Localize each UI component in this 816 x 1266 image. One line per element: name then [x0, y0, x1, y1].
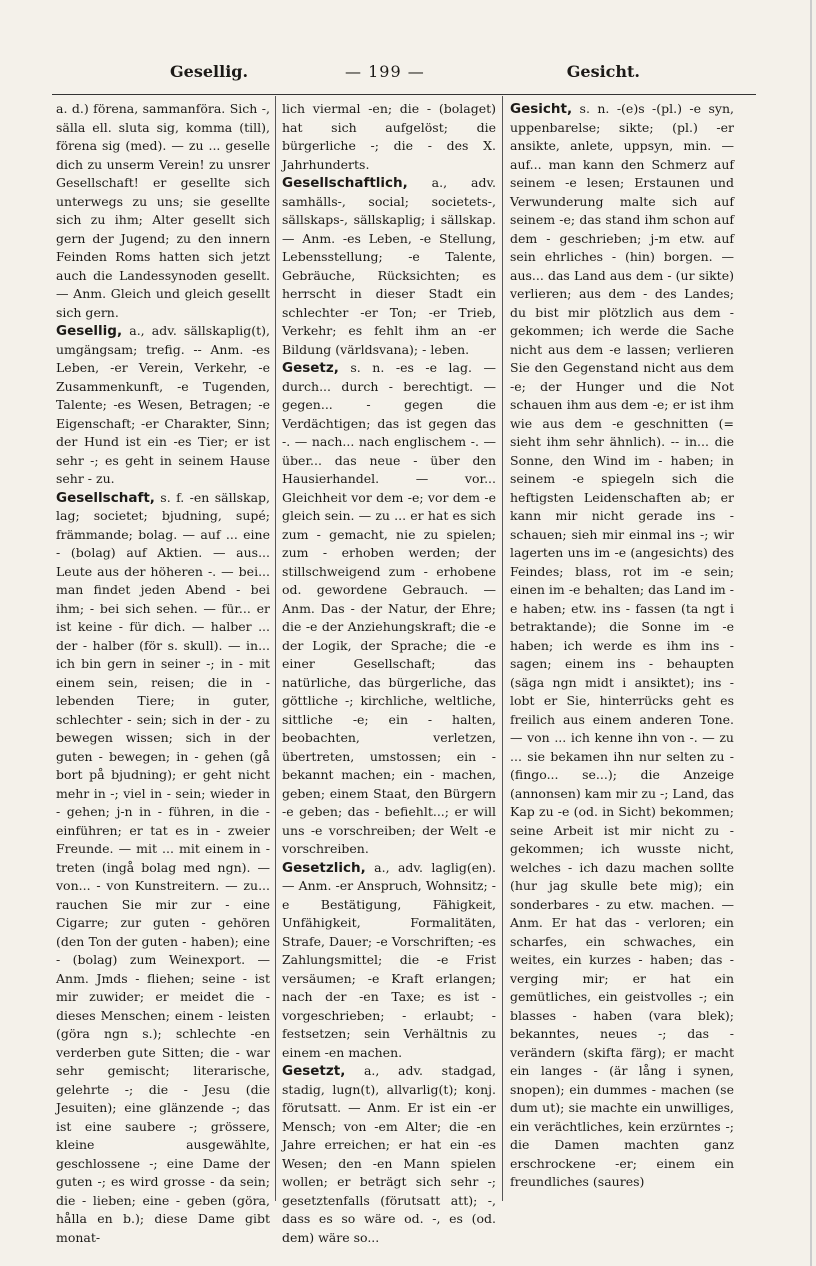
- header-right-guideword: Gesicht.: [566, 62, 640, 81]
- column-1: [56, 100, 270, 1247]
- entry-headword: Gesetzt,: [282, 1063, 346, 1079]
- entry-text: s. n. -(e)s -(pl.) -e syn, uppenbarelse; sikte; (pl.) -er ansikte, anlete, uppsyn, min. — auf... man kann den Schmerz auf seinem -e lesen; Erstaunen und Verwunderung malte sich auf seinem -e; das stand ihm schon auf dem - geschrieben; j-m etw. auf sein ehrliches - (hin) borgen. — aus... das Land aus dem - (ur sikte) verlieren; aus dem - des Landes; du bist mir plötzlich aus dem - gekommen; ich werde die Sache nicht aus dem -e lassen; verlieren Sie den Gegenstand nicht aus dem -e; der Hunger und die Not schauen ihm aus dem -e; er ist ihm wie aus dem -e geschnitten (= sieht ihm sehr ähnlich). -- in... die Sonne, den Wind im - haben; in seinem -e spiegeln sich die heftigsten Leidenschaften ab; er kann mir nicht gerade ins - schauen; sieh mir einmal ins -; wir lagerten uns im -e (angesichts) des Feindes; blass, rot im -e sein; einen im -e behalten; das Land im -e haben; etw. ins - fassen (ta ngt i betraktande); die Sonne im -e haben; ich werde es ihm ins - sagen; einem ins - behaupten (säga ngn midt i ansiktet); ins - lobt er Sie, hinterrücks geht es freilich aus einem anderen Tone. — von ... ich kenne ihn von -. — zu ... sie bekamen ihn nur selten zu - (fingo... se...); die Anzeige (annonsen) kam mir zu -; Land, das Kap zu -e (od. in Sicht) bekommen; seine Arbeit ist mir nicht zu - gekommen; ich wusste nicht, welches - ich dazu machen sollte (hur jag skulle bete mig); ein sonderbares - zu etw. machen. — Anm. Er hat das - verloren; ein scharfes, ein schwaches, ein weites, ein kurzes - haben; das - verging mir; er hat ein gemütliches, ein geistvolles -; ein blasses - haben (vara blek); bekanntes, neues -; das - verändern (skifta färg); er macht ein langes - (är lång i synen, snopen); ein dummes - machen (se dum ut); sie machte ein unwilliges, ein verächtliches, kein erzürntes -; die Damen machten ganz erschrockene -er; einem ein freundliches (saures): [510, 101, 735, 1189]
- entry-text: a., adv. sällskaplig(t), umgängsam; trefig. -- Anm. -es Leben, -er Verein, Verkehr, -e Zusammenkunft, -e Tugenden, Talente; -es Wesen, Betragen; -e Eigenschaft; -er Charakter, Sinn; der Hund ist ein -es Tier; er ist sehr -; es geht in seinem Hause sehr - zu.: [56, 323, 270, 486]
- entry-headword: Gesellig,: [56, 323, 123, 339]
- column-divider: [275, 96, 276, 1201]
- entry: [56, 489, 270, 1248]
- entry-headword: Gesetzlich,: [282, 859, 366, 876]
- column-divider: [502, 96, 503, 1201]
- scan-edge: [810, 0, 812, 1266]
- entry-text: lich viermal -en; die - (bolaget) hat sich aufgelöst; die bürgerliche -; die - des X. Jahrhunderts.: [282, 101, 496, 172]
- entry-text: a., adv. stadgad, stadig, lugn(t), allvarlig(t); konj. förutsatt. — Anm. Er ist ein -er Mensch; von -em Alter; die -en Jahre erreichen; er hat ein -es Wesen; den -en Mann spielen wollen; er beträgt sich sehr -; gesetztenfalls (förutsatt att); -, dass es so wäre od. -, es (od. dem) wäre so...: [282, 1063, 496, 1245]
- column-2: [282, 100, 496, 1247]
- entry-text: s. n. -es -e lag. — durch... durch - berechtigt. — gegen... - gegen die Verdächtigen; das ist gegen das -. — nach... nach englischem -. — über... das neue - über den Hausierhandel. — vor... Gleichheit vor dem -e; vor dem -e gleich sein. — zu ... er hat es sich zum - gemacht, nie zu spielen; zum - erhoben werden; der stillschweigend zum - erhobene od. gewordene Gebrauch. — Anm. Das - der Natur, der Ehre; die -e der Anziehungskraft; die -e der Logik, der Sprache; die -e einer Gesellschaft; das natürliche, das bürgerliche, das göttliche -; kirchliche, weltliche, sittliche -e; ein - halten, beobachten, verletzen, übertreten, umstossen; ein - bekannt machen; ein - machen, geben; einem Staat, den Bürgern -e geben; das - befiehlt...; er will uns -e vorschreiben; der Welt -e vorschreiben.: [282, 360, 496, 856]
- entry: [282, 859, 496, 1063]
- entry-headword: Gesicht,: [510, 101, 573, 117]
- entry: [282, 359, 496, 859]
- entry-text: a., adv. samhälls-, social; societets-, sällskaps-, sällskaplig; i sällskap. — Anm. -es Leben, -e Stellung, Lebensstellung; -e Talente, Gebräuche, Rücksichten; es herrscht in dieser Stadt ein schlechter -er Ton; -er Trieb, Verkehr; es fehlt ihm an -er Bildung (världsvana); - leben.: [282, 175, 496, 357]
- entry-text: s. f. -en sällskap, lag; societet; bjudning, supé; främmande; bolag. — auf ... eine - (bolag) auf Aktien. — aus... Leute aus der höheren -. — bei... man findet jeden Abend - bei ihm; - bei sich sehen. — für... er ist keine - für dich. — halber ... der - halber (för s. skull). — in... ich bin gern in seiner -; in - mit einem sein, reisen; die in - lebenden Tiere; in guter, schlechter - sein; sich in der - zu bewegen wissen; sich in der guten - bewegen; in - gehen (gå bort på bjudning); er geht nicht mehr in -; viel in - sein; wieder in - gehen; j-n in - führen, in die - einführen; er tat es in - zweier Freunde. — mit ... mit einem in - treten (ingå bolag med ngn). — von... - von Kunstreitern. — zu... rauchen Sie mir zur - eine Cigarre; zur guten - gehören (den Ton der guten - haben); eine - (bolag) zum Weinexport. — Anm. Jmds - fliehen; seine - ist mir zuwider; er meidet die - dieses Menschen; einem - leisten (göra ngn s.); schlechte -en verderben gute Sitten; die - war sehr gemischt; literarische, gelehrte -; die - Jesu (die Jesuiten); eine glänzende -; das ist eine saubere -; grössere, kleine ausgewählte, geschlossene -; eine Dame der guten -; es wird grosse - da sein; die - lieben; eine - geben (göra, hålla en b.); diese Dame gibt monat-: [56, 489, 270, 1245]
- entry-headword: Gesellschaft,: [56, 489, 155, 506]
- entry-continuation: [282, 100, 496, 174]
- column-3: [510, 100, 734, 1192]
- entry-continuation: [56, 100, 270, 322]
- entry: [510, 100, 734, 1192]
- entry: [56, 322, 270, 489]
- entry-headword: Gesellschaftlich,: [282, 175, 408, 191]
- header-left-guideword: Gesellig.: [170, 62, 249, 81]
- entry-text: a. d.) förena, sammanföra. Sich -, sälla ell. sluta sig, komma (till), förena sig (med). — zu ... geselle dich zu unserm Verein! zu unsrer Gesellschaft! er gesellte sich unterwegs zu uns; sie gesellte sich zu ihm; Alter gesellt sich gern der Jugend; zu den innern Feinden Roms hatten sich jetzt auch die Landessynoden gesellt. — Anm. Gleich und gleich gesellt sich gern.: [56, 101, 270, 320]
- entry-headword: Gesetz,: [282, 360, 339, 376]
- header-rule: [52, 94, 756, 95]
- entry: [282, 174, 496, 359]
- entry-text: a., adv. laglig(en). — Anm. -er Anspruch, Wohnsitz; -e Bestätigung, Fähigkeit, Unfähigkeit, Formalitäten, Strafe, Dauer; -e Vorschriften; -es Zahlungsmittel; die -e Frist versäumen; -e Kraft erlangen; nach der -en Taxe; es ist - vorgeschrieben; - erlaubt; - festsetzen; sein Verhältnis zu einem -en machen.: [282, 859, 496, 1060]
- entry: [282, 1062, 496, 1247]
- page-number: — 199 —: [345, 62, 425, 81]
- page-header: [170, 62, 640, 86]
